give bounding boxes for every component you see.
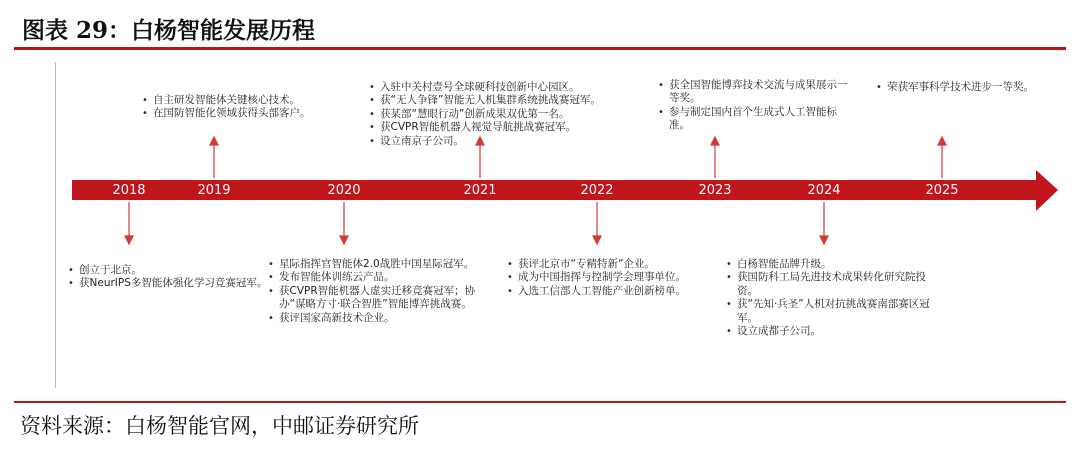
event-item: • 获CVPR智能机器人虚实迁移竞赛冠军；协办“谋略方寸·联合智胜”智能博弈挑战赛。 (279, 285, 485, 312)
events-2025 (874, 81, 1077, 94)
events-2018 (66, 264, 269, 291)
figure-title: 图表 29：白杨智能发展历程 (22, 17, 316, 44)
event-item: • 成为中国指挥与控制学会理事单位。 (518, 271, 718, 284)
event-item: • 获某部“慧眼行动”创新成果双优第一名。 (380, 108, 640, 121)
source-divider (14, 401, 1066, 403)
event-item: • 设立南京子公司。 (380, 135, 640, 148)
year-label-2020: 2020 (327, 183, 361, 198)
events-2024 (724, 258, 939, 338)
event-item: • 获“无人争锋”智能无人机集群系统挑战赛冠军。 (380, 94, 640, 107)
events-2021 (367, 81, 640, 148)
event-item: • 参与制定国内首个生成式人工智能标准。 (669, 106, 849, 133)
year-label-2024: 2024 (807, 183, 841, 198)
event-item: • 设立成都子公司。 (737, 325, 939, 338)
event-item: • 星际指挥官智能体2.0战胜中国星际冠军。 (279, 258, 485, 271)
year-label-2019: 2019 (197, 183, 231, 198)
year-label-2023: 2023 (698, 183, 732, 198)
event-item: • 获评国家高新技术企业。 (279, 312, 485, 325)
event-item: • 自主研发智能体关键核心技术。 (153, 94, 353, 107)
connector-2023-head (711, 137, 719, 145)
year-label-2025: 2025 (925, 183, 959, 198)
connector-2019-head (210, 137, 218, 145)
connector-2025-head (938, 137, 946, 145)
connector-2018-head (125, 236, 133, 244)
connector-2020-head (340, 236, 348, 244)
event-item: • 荣获军事科学技术进步一等奖。 (887, 81, 1077, 94)
event-item: • 在国防智能化领域获得头部客户。 (153, 107, 353, 120)
year-label-2021: 2021 (463, 183, 497, 198)
event-item: • 获“先知·兵圣”人机对抗挑战赛南部赛区冠军。 (737, 298, 939, 325)
event-item: • 获CVPR智能机器人视觉导航挑战赛冠军。 (380, 121, 640, 134)
event-item: • 创立于北京。 (79, 264, 269, 277)
events-2019 (140, 94, 353, 121)
event-item: • 获NeurIPS多智能体强化学习竞赛冠军。 (79, 277, 269, 290)
source-note: 资料来源：白杨智能官网，中邮证券研究所 (20, 414, 419, 438)
year-label-2022: 2022 (580, 183, 614, 198)
connector-2022-head (593, 236, 601, 244)
event-item: • 获国防科工局先进技术成果转化研究院投资。 (737, 271, 939, 298)
event-item: • 获全国智能博弈技术交流与成果展示一等奖。 (669, 79, 849, 106)
events-2023 (656, 79, 849, 133)
connector-2024-head (820, 236, 828, 244)
event-item: • 获评北京市“专精特新”企业。 (518, 258, 718, 271)
event-item: • 入选工信部人工智能产业创新榜单。 (518, 285, 718, 298)
event-item: • 白杨智能品牌升级。 (737, 258, 939, 271)
event-item: • 发布智能体训练云产品。 (279, 271, 485, 284)
events-2020 (266, 258, 485, 325)
event-item: • 入驻中关村壹号全球硬科技创新中心园区。 (380, 81, 640, 94)
events-2022 (505, 258, 718, 298)
year-label-2018: 2018 (112, 183, 146, 198)
